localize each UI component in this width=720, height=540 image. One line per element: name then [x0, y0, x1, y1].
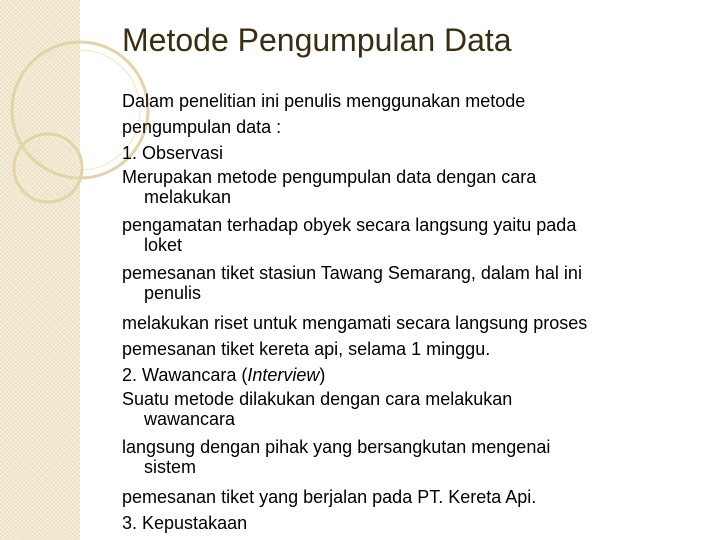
heading-text-close: )	[319, 365, 326, 385]
continuation-text: melakukan	[144, 187, 232, 207]
body-line: pemesanan tiket yang berjalan pada PT. Kereta Api.	[122, 487, 537, 507]
body-line: pengumpulan data :	[122, 117, 282, 137]
body-line: pengamatan terhadap obyek secara langsung yaitu pada	[122, 215, 577, 235]
body-line: pemesanan tiket kereta api, selama 1 minggu.	[122, 339, 491, 359]
body-line-continuation	[122, 236, 712, 262]
continuation-text: wawancara	[144, 409, 236, 429]
body-line: Merupakan metode pengumpulan data dengan cara	[122, 167, 537, 187]
body-line-continuation	[122, 284, 712, 310]
small-ring-inner	[20, 140, 76, 196]
slide-body	[122, 88, 712, 536]
body-line-continuation	[122, 188, 712, 214]
list-heading-kepustakaan: 3. Kepustakaan	[122, 513, 248, 533]
list-heading-wawancara	[122, 362, 712, 388]
continuation-text: loket	[144, 235, 183, 255]
body-line: melakukan riset untuk mengamati secara langsung proses	[122, 313, 588, 333]
list-heading-observasi: 1. Observasi	[122, 143, 224, 163]
continuation-text: penulis	[144, 283, 202, 303]
slide-title: Metode Pengumpulan Data	[122, 22, 512, 58]
body-line-continuation	[122, 410, 712, 436]
body-line: langsung dengan pihak yang bersangkutan mengenai	[122, 437, 551, 457]
body-line: Suatu metode dilakukan dengan cara melakukan	[122, 389, 513, 409]
heading-italic-text: Interview	[247, 365, 320, 385]
body-line: pemesanan tiket stasiun Tawang Semarang, dalam hal ini	[122, 263, 582, 283]
heading-text: 2. Wawancara (	[122, 365, 248, 385]
continuation-text: sistem	[144, 457, 197, 477]
body-line: Dalam penelitian ini penulis menggunakan metode	[122, 91, 526, 111]
small-ring	[14, 134, 82, 202]
body-line-continuation	[122, 458, 712, 484]
